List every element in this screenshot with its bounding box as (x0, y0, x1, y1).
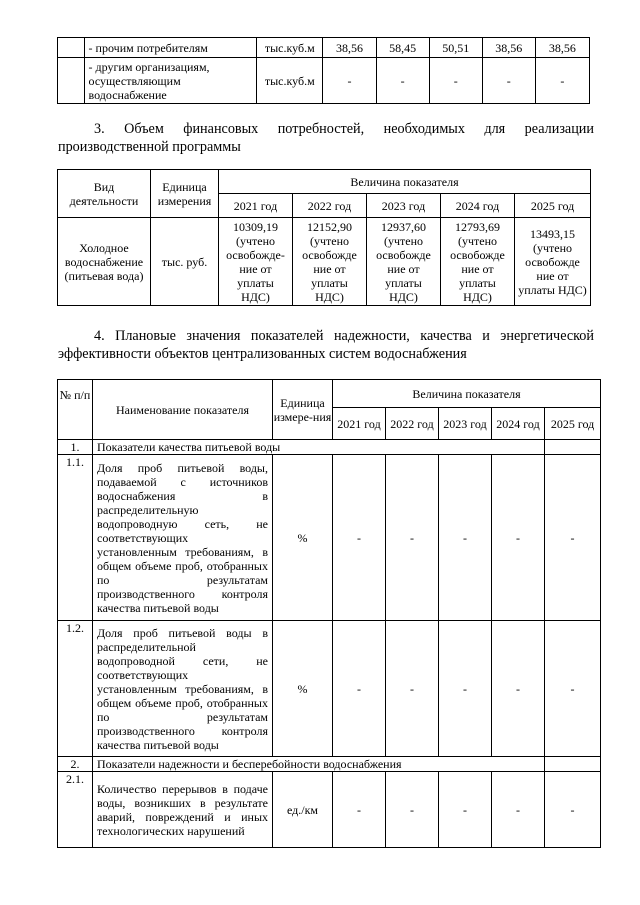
value-cell: 12793,69 (учтено освобожде ние от уплаты НДС) (441, 218, 515, 306)
value-cell: 13493,15 (учтено освобожде ние от уплаты НДС) (515, 218, 591, 306)
value-cell: - (386, 772, 439, 848)
indicator-unit: ед./км (273, 772, 333, 848)
value-cell: - (323, 58, 376, 104)
group-row (58, 440, 601, 455)
section-3-heading: 3. Объем финансовых потребностей, необходимых для реализации производственной программы (58, 121, 594, 155)
header-year: 2023 год (367, 194, 441, 218)
indicator-unit: % (273, 621, 333, 757)
header-number: № п/п (58, 380, 93, 440)
row-number: 1.2. (58, 621, 93, 757)
header-year: 2023 год (439, 408, 492, 440)
indicators-table (57, 379, 601, 848)
header-unit: Единица измерения (151, 170, 219, 218)
group-row (58, 757, 601, 772)
value-cell: - (482, 58, 535, 104)
top-table (57, 37, 590, 104)
value-cell: - (386, 455, 439, 621)
value-cell: - (545, 455, 601, 621)
row-label: - прочим потребителям (84, 38, 257, 58)
value-cell: - (333, 455, 386, 621)
row-unit: тыс.куб.м (257, 38, 323, 58)
table-row (58, 455, 601, 621)
value-cell: - (376, 58, 429, 104)
table-row (58, 621, 601, 757)
header-year: 2025 год (515, 194, 591, 218)
value-cell: - (535, 58, 589, 104)
table-row (58, 58, 590, 104)
group-title: Показатели надежности и бесперебойности водоснабжения (93, 757, 545, 772)
row-unit: тыс.куб.м (257, 58, 323, 104)
value-cell: 12152,90 (учтено освобожде ние от уплаты НДС) (293, 218, 367, 306)
group-number: 1. (58, 440, 93, 455)
table-row (58, 772, 601, 848)
unit-cell: тыс. руб. (151, 218, 219, 306)
value-cell: 38,56 (535, 38, 589, 58)
empty-cell (545, 757, 601, 772)
indicator-unit: % (273, 455, 333, 621)
value-cell: - (429, 58, 482, 104)
header-year: 2025 год (545, 408, 601, 440)
value-cell: - (386, 621, 439, 757)
header-name: Наименование показателя (93, 380, 273, 440)
empty-cell (545, 440, 601, 455)
value-cell: 12937,60 (учтено освобожде ние от уплаты НДС) (367, 218, 441, 306)
financial-needs-table (57, 169, 591, 306)
header-value: Величина показателя (333, 380, 601, 408)
value-cell: 50,51 (429, 38, 482, 58)
group-title: Показатели качества питьевой воды (93, 440, 545, 455)
value-cell: - (545, 772, 601, 848)
header-year: 2024 год (492, 408, 545, 440)
header-year: 2022 год (386, 408, 439, 440)
table-row (58, 218, 591, 306)
indicator-name: Доля проб питьевой воды в распределительной водопроводной сети, не соответствующих установленным требованиям, в общем объеме проб, отобранных по результатам производственного контроля качества питьевой воды (93, 621, 273, 757)
group-number: 2. (58, 757, 93, 772)
header-year: 2021 год (219, 194, 293, 218)
value-cell: - (492, 455, 545, 621)
row-label: - другим организациям, осуществляющим водоснабжение (84, 58, 257, 104)
row-number: 1.1. (58, 455, 93, 621)
value-cell: - (333, 621, 386, 757)
value-cell: 10309,19 (учтено освобожде-ние от уплаты НДС) (219, 218, 293, 306)
value-cell: 38,56 (323, 38, 376, 58)
section-4-heading: 4. Плановые значения показателей надежности, качества и энергетической эффективности объектов централизованных систем водоснабжения (58, 328, 594, 362)
row-number-cell (58, 58, 85, 104)
value-cell: 58,45 (376, 38, 429, 58)
indicator-name: Доля проб питьевой воды, подаваемой с источников водоснабжения в распределительную водопроводную сеть, не соответствующих установленным требованиям, в общем объеме проб, отобранных по результатам производственного контроля качества питьевой воды (93, 455, 273, 621)
table-row (58, 38, 590, 58)
activity-cell: Холодное водоснабжение (питьевая вода) (58, 218, 151, 306)
value-cell: - (492, 772, 545, 848)
value-cell: 38,56 (482, 38, 535, 58)
value-cell: - (545, 621, 601, 757)
value-cell: - (333, 772, 386, 848)
value-cell: - (492, 621, 545, 757)
header-activity: Вид деятельности (58, 170, 151, 218)
header-unit: Единица измере-ния (273, 380, 333, 440)
header-year: 2022 год (293, 194, 367, 218)
indicator-name: Количество перерывов в подаче воды, возникших в результате аварий, повреждений и иных технологических нарушений (93, 772, 273, 848)
header-value: Величина показателя (219, 170, 591, 194)
value-cell: - (439, 621, 492, 757)
row-number-cell (58, 38, 85, 58)
row-number: 2.1. (58, 772, 93, 848)
value-cell: - (439, 772, 492, 848)
header-year: 2021 год (333, 408, 386, 440)
header-year: 2024 год (441, 194, 515, 218)
value-cell: - (439, 455, 492, 621)
